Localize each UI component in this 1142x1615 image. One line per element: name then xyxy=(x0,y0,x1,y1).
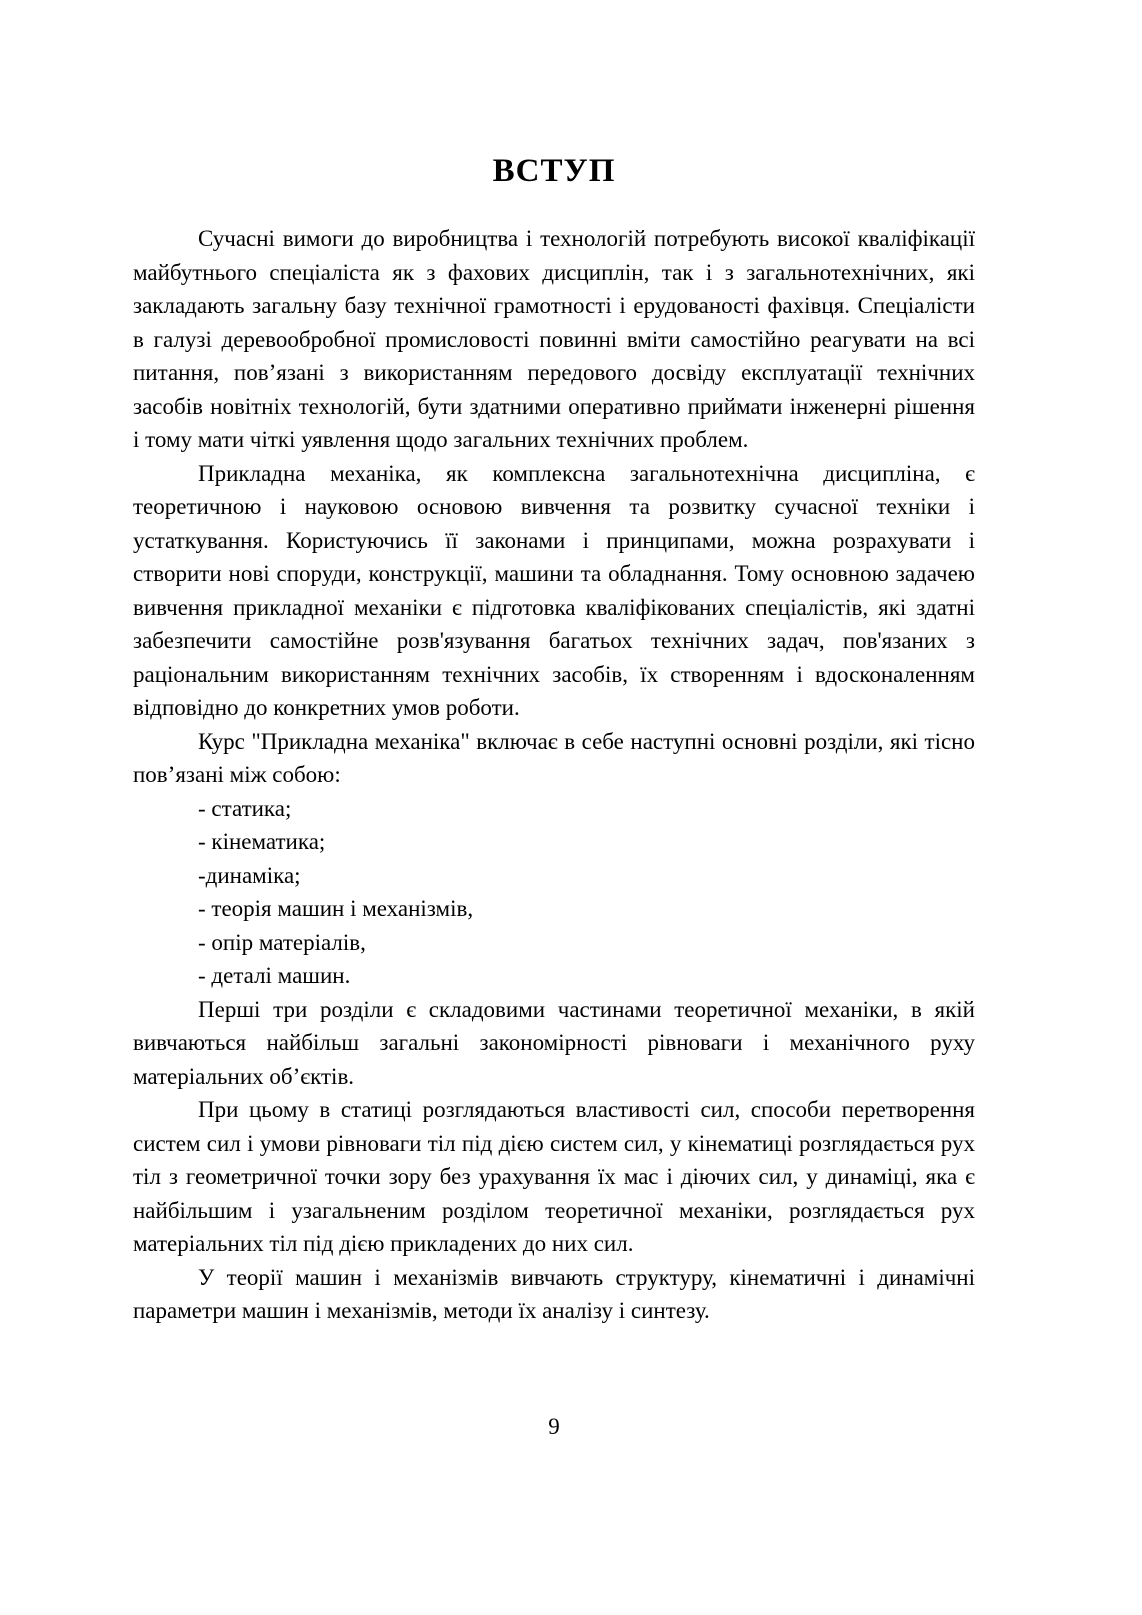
list-item-dynamics: -динаміка; xyxy=(198,862,301,888)
list-item-theory-of-machines: - теорія машин і механізмів, xyxy=(198,896,474,921)
paragraph-intro-requirements: Сучасні вимоги до виробництва і технологій потребують високої кваліфікації майбутнього спеціаліста як з фахових дисциплін, так і з загальнотехнічних, які закладають загальну базу технічної грамотності і ерудованості фахівця. Спеціалісти в галузі деревообробної промисловості повинні вміти самостійно реагувати на всі питання, пов’язані з використанням передового досвіду експлуатації технічних засобів новітніх технологій, бути здатними оперативно приймати інженерні рішення і тому мати чіткі уявлення щодо загальних технічних проблем. xyxy=(133,226,975,452)
paragraph-theoretical-mechanics: Перші три розділи є складовими частинами теоретичної механіки, в якій вивчаються найбільш загальні закономірності рівноваги і механічного руху матеріальних об’єктів. xyxy=(133,996,975,1089)
list-item-kinematics: - кінематика; xyxy=(198,829,326,854)
paragraph-statics-kinematics-dynamics: При цьому в статиці розглядаються властивості сил, способи перетворення систем сил і умови рівноваги тіл під дією систем сил, у кінематиці розглядається рух тіл з геометричної точки зору без урахування їх мас і діючих сил, у динаміці, яка є найбільшим і узагальненим розділом теоретичної механіки, розглядається рух матеріальних тіл під дією прикладених до них сил. xyxy=(133,1097,975,1256)
paragraph-course-sections: Курс "Прикладна механіка" включає в себе наступні основні розділи, які тісно пов’язані між собою: xyxy=(133,728,975,787)
list-item-machine-parts: - деталі машин. xyxy=(198,963,351,988)
page-number: 9 xyxy=(548,1413,560,1439)
paragraph-applied-mechanics: Прикладна механіка, як комплексна загальнотехнічна дисципліна, є теоретичною і науковою основою вивчення та розвитку сучасної техніки і устаткування. Користуючись її законами і принципами, можна розрахувати і створити нові споруди, конструкції, машини та обладнання. Тому основною задачею вивчення прикладної механіки є підготовка кваліфікованих спеціалістів, які здатні забезпечити самостійне розв'язування багатьох технічних задач, пов'язаних з раціональним використанням технічних засобів, їх створенням і вдосконаленням відповідно до конкретних умов роботи. xyxy=(133,460,975,720)
paragraph-theory-machines-mechanisms: У теорії машин і механізмів вивчають структуру, кінематичні і динамічні параметри машин і механізмів, методи їх аналізу і синтезу. xyxy=(133,1264,975,1323)
list-item-strength-of-materials: - опір матеріалів, xyxy=(198,929,366,955)
list-item-statics: - статика; xyxy=(198,795,292,821)
page-title: ВСТУП xyxy=(492,153,616,189)
